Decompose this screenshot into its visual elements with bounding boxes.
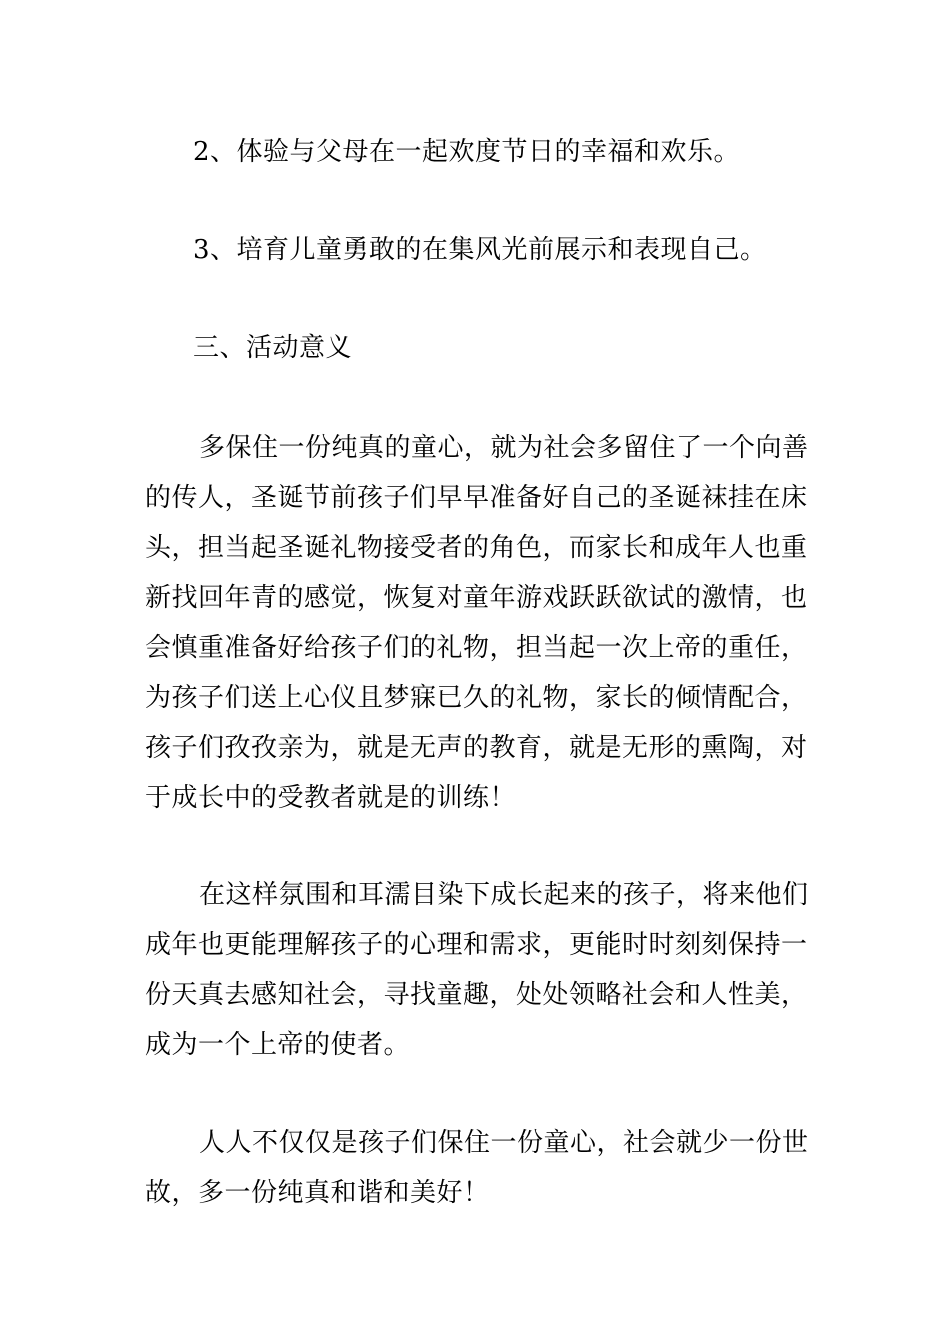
- paragraph-line: 于成长中的受教者就是的训练！: [145, 783, 517, 813]
- paragraph-line: 成年也更能理解孩子的心理和需求，更能时时刻刻保持一: [145, 930, 808, 960]
- list-item-3: 3、培育儿童勇敢的在集风光前展示和表现自己。: [193, 235, 767, 265]
- paragraph-line: 新找回年青的感觉，恢复对童年游戏跃跃欲试的激情，也: [145, 583, 808, 613]
- paragraph-line: 头，担当起圣诞礼物接受者的角色，而家长和成年人也重: [145, 533, 808, 563]
- paragraph-line: 人人不仅仅是孩子们保住一份童心，社会就少一份世: [199, 1128, 809, 1158]
- list-item-2: 2、体验与父母在一起欢度节日的幸福和欢乐。: [193, 137, 741, 167]
- paragraph-line: 份天真去感知社会，寻找童趣，处处领略社会和人性美，: [145, 980, 808, 1010]
- section-heading: 三、活动意义: [193, 333, 353, 363]
- paragraph-line: 的传人，圣诞节前孩子们早早准备好自己的圣诞袜挂在床: [145, 483, 808, 513]
- paragraph-line: 故，多一份纯真和谐和美好！: [145, 1178, 490, 1208]
- paragraph-line: 为孩子们送上心仪且梦寐已久的礼物，家长的倾情配合，: [145, 683, 808, 713]
- paragraph-line: 在这样氛围和耳濡目染下成长起来的孩子，将来他们: [199, 880, 809, 910]
- paragraph-line: 会慎重准备好给孩子们的礼物，担当起一次上帝的重任，: [145, 633, 808, 663]
- paragraph-line: 成为一个上帝的使者。: [145, 1030, 411, 1060]
- paragraph-line: 多保住一份纯真的童心，就为社会多留住了一个向善: [199, 433, 809, 463]
- paragraph-line: 孩子们孜孜亲为，就是无声的教育，就是无形的熏陶，对: [145, 733, 808, 763]
